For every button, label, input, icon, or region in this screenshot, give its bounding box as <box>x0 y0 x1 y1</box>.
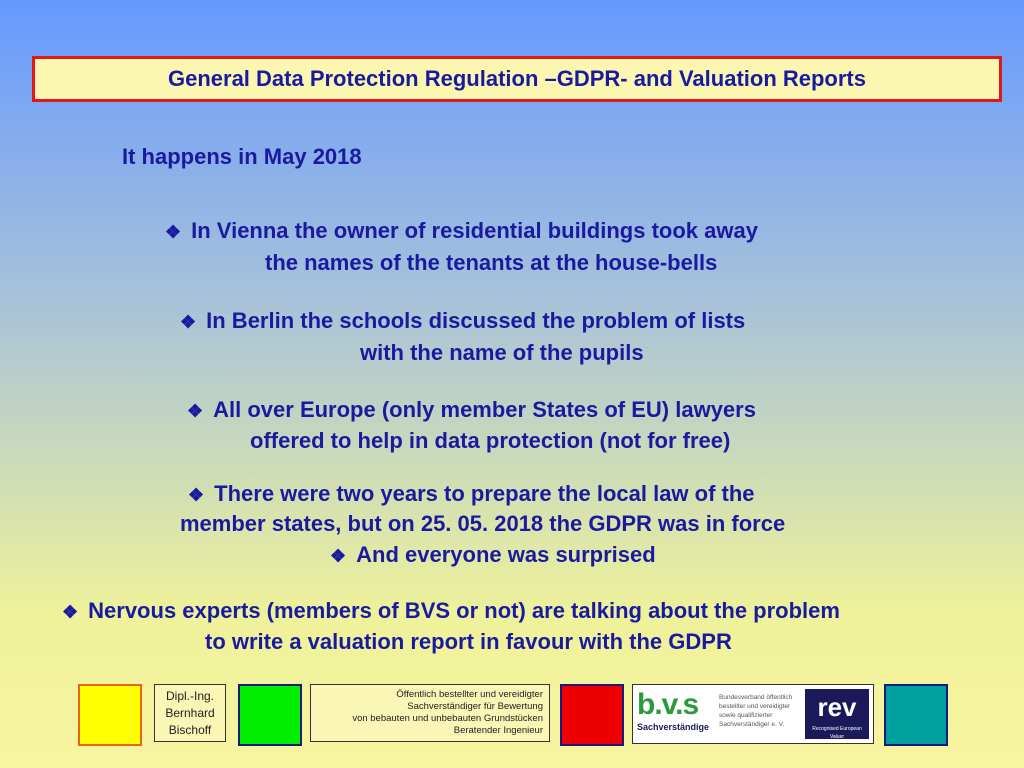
author-first-name: Bernhard <box>165 706 215 720</box>
author-title: Dipl.-Ing. <box>165 689 215 703</box>
bvs-description-line: bestellter und vereidigter <box>719 703 791 710</box>
description-line: Beratender Ingenieur <box>453 725 543 736</box>
title-box <box>32 56 1002 102</box>
diamond-bullet-icon: ❖ <box>188 485 205 505</box>
bullet-text: In Vienna the owner of residential buildings took away <box>191 218 758 243</box>
red-swatch <box>560 684 624 746</box>
diamond-bullet-icon: ❖ <box>187 401 204 421</box>
description-line: von bebauten und unbebauten Grundstücken <box>352 713 543 724</box>
slide-title: General Data Protection Regulation –GDPR- and Valuation Reports <box>167 66 866 91</box>
diamond-bullet-icon: ❖ <box>330 546 347 566</box>
green-swatch <box>238 684 302 746</box>
bullet-text: And everyone was surprised <box>356 542 656 567</box>
bvs-description-line: Bundesverband öffentlich <box>719 694 793 701</box>
subtitle: It happens in May 2018 <box>122 144 362 169</box>
description-line: Öffentlich bestellter und vereidigter <box>396 689 543 700</box>
bvs-description <box>719 693 799 729</box>
bullet-item <box>165 218 758 244</box>
bvs-logo <box>637 689 717 739</box>
bvs-description-line: Sachverständiger e. V. <box>719 721 785 728</box>
bvs-logo-subtitle: Sachverständige <box>637 722 710 732</box>
author-name-box <box>154 684 226 742</box>
bullet-continuation: the names of the tenants at the house-bells <box>265 250 718 275</box>
bullet-continuation: to write a valuation report in favour with the GDPR <box>205 629 732 654</box>
author-description-box <box>310 684 550 742</box>
bullet-item <box>180 308 745 334</box>
bullet-text: Nervous experts (members of BVS or not) are talking about the problem <box>88 598 840 623</box>
rev-logo-subtitle: Recognised European Valuer <box>812 726 862 740</box>
yellow-swatch <box>78 684 142 746</box>
bullet-continuation: with the name of the pupils <box>360 340 644 365</box>
author-last-name: Bischoff <box>168 723 212 737</box>
bvs-logo-text: b.v.s <box>637 688 699 721</box>
bullet-text: In Berlin the schools discussed the problem of lists <box>206 308 746 333</box>
bullet-continuation: offered to help in data protection (not for free) <box>250 428 731 453</box>
rev-logo <box>805 689 869 739</box>
bullet-text: All over Europe (only member States of EU) lawyers <box>213 397 756 422</box>
teal-swatch <box>884 684 948 746</box>
bvs-description-line: sowie qualifizierter <box>719 712 773 719</box>
bullet-item <box>62 598 840 624</box>
diamond-bullet-icon: ❖ <box>62 602 79 622</box>
rev-logo-text: rev <box>817 692 857 722</box>
bullet-item <box>330 542 656 568</box>
bullet-item <box>188 481 755 507</box>
bullet-continuation: member states, but on 25. 05. 2018 the GDPR was in force <box>180 511 786 536</box>
diamond-bullet-icon: ❖ <box>180 312 197 332</box>
description-line: Sachverständiger für Bewertung <box>407 701 543 712</box>
bullet-text: There were two years to prepare the local law of the <box>214 481 755 506</box>
bullet-item <box>187 397 756 423</box>
logos-box <box>632 684 874 744</box>
diamond-bullet-icon: ❖ <box>165 222 182 242</box>
